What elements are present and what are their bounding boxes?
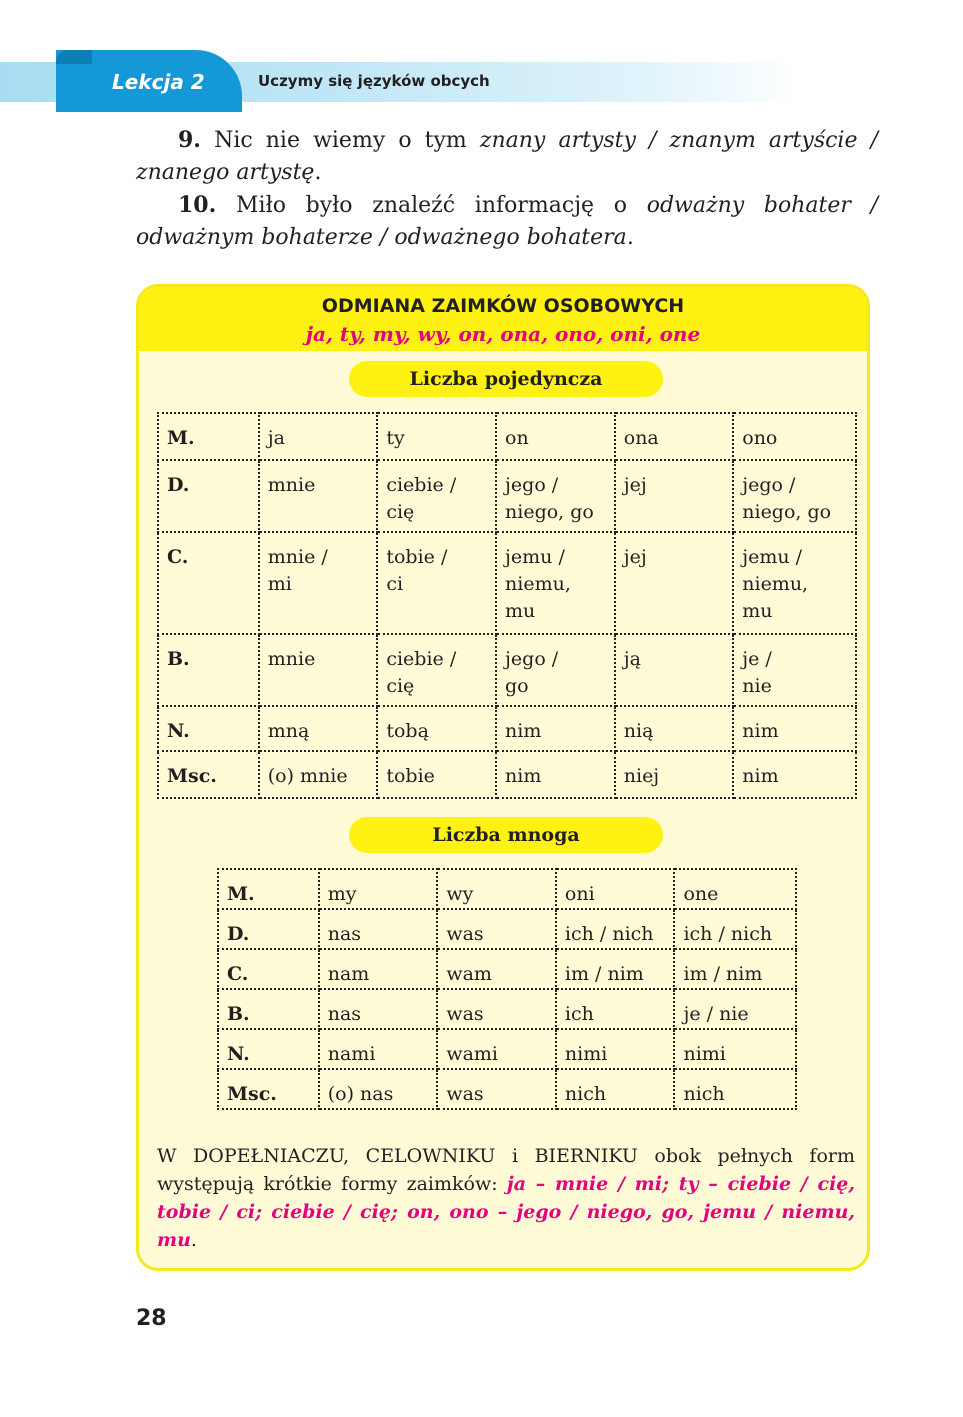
exercise-ending: . bbox=[314, 160, 322, 185]
cell-text: D. bbox=[227, 923, 250, 945]
pronoun-form bbox=[733, 413, 856, 460]
case-label bbox=[158, 532, 259, 634]
cell-text: ciebie / bbox=[386, 474, 457, 496]
pronoun-form bbox=[556, 1029, 675, 1069]
plural-row bbox=[218, 989, 796, 1029]
plural-row bbox=[218, 949, 796, 989]
cell-text: B. bbox=[227, 1003, 250, 1025]
cell-text: jego / bbox=[505, 474, 559, 496]
exercise-9 bbox=[136, 124, 878, 189]
cell-text: mną bbox=[267, 720, 310, 742]
case-label bbox=[158, 634, 259, 706]
exercise-10 bbox=[136, 189, 878, 254]
cell-text: niemu, bbox=[505, 573, 571, 595]
cell-text: M. bbox=[167, 427, 195, 449]
pronoun-form bbox=[319, 949, 438, 989]
cell-text: my bbox=[327, 883, 357, 905]
cell-text: nie bbox=[742, 675, 772, 697]
pronoun-form bbox=[556, 869, 675, 909]
note bbox=[157, 1142, 855, 1254]
cell-text: niego, go bbox=[505, 501, 594, 523]
cell-text: wy bbox=[446, 883, 474, 905]
cell-text: ich / nich bbox=[564, 923, 654, 945]
case-label bbox=[158, 460, 259, 532]
pronoun-form bbox=[437, 1029, 556, 1069]
pronoun-form bbox=[674, 909, 796, 949]
pronoun-form bbox=[377, 460, 496, 532]
pronoun-form bbox=[615, 532, 734, 634]
cell-text: tobie bbox=[386, 765, 435, 787]
box-title: ODMIANA ZAIMKÓW OSOBOWYCH bbox=[321, 295, 685, 317]
plural-row bbox=[218, 1069, 796, 1109]
plural-table bbox=[217, 868, 797, 1110]
case-label bbox=[218, 1069, 319, 1109]
cell-text: B. bbox=[167, 648, 190, 670]
cell-text: jej bbox=[623, 546, 647, 568]
box-subtitle: ja, ty, my, wy, on, ona, ono, oni, one bbox=[305, 322, 701, 346]
cell-text: ona bbox=[623, 427, 659, 449]
pronoun-form bbox=[674, 1029, 796, 1069]
cell-text: cię bbox=[386, 675, 415, 697]
pronoun-form bbox=[496, 532, 615, 634]
pronoun-form bbox=[259, 532, 378, 634]
cell-text: (o) mnie bbox=[267, 765, 348, 787]
pronoun-form bbox=[259, 751, 378, 798]
pronoun-form bbox=[259, 413, 378, 460]
pronoun-form bbox=[496, 706, 615, 751]
pronoun-form bbox=[556, 909, 675, 949]
pronoun-form bbox=[259, 634, 378, 706]
cell-text: mi bbox=[267, 573, 292, 595]
pronoun-form bbox=[674, 949, 796, 989]
pronoun-form bbox=[733, 634, 856, 706]
cell-text: Msc. bbox=[167, 765, 217, 787]
pronoun-form bbox=[556, 1069, 675, 1109]
cell-text: mnie bbox=[267, 648, 316, 670]
cell-text: was bbox=[446, 1003, 484, 1025]
plural-heading: Liczba mnoga bbox=[349, 817, 663, 853]
pronoun-form bbox=[615, 460, 734, 532]
pronoun-form bbox=[733, 460, 856, 532]
exercise-text: Miło było znaleźć informację o bbox=[236, 193, 627, 218]
pronoun-form bbox=[319, 989, 438, 1029]
cell-text: nas bbox=[327, 923, 362, 945]
cell-text: nim bbox=[742, 765, 779, 787]
cell-text: M. bbox=[227, 883, 255, 905]
exercise-options: znany artysty / znanym artyście / znanego artystę bbox=[136, 128, 878, 185]
cell-text: nim bbox=[505, 720, 542, 742]
pronoun-form bbox=[437, 949, 556, 989]
grammar-box bbox=[136, 284, 870, 1271]
pronoun-form bbox=[556, 989, 675, 1029]
cell-text: niego, go bbox=[742, 501, 832, 523]
exercise-number: 9. bbox=[178, 127, 201, 153]
cell-text: nich bbox=[564, 1083, 607, 1105]
cell-text: je / bbox=[742, 648, 772, 670]
cell-text: wami bbox=[446, 1043, 498, 1065]
pronoun-form bbox=[615, 751, 734, 798]
case-label bbox=[218, 949, 319, 989]
cell-text: ja bbox=[267, 427, 285, 449]
cell-text: oni bbox=[564, 883, 595, 905]
pronoun-form bbox=[377, 751, 496, 798]
pronoun-form bbox=[437, 909, 556, 949]
singular-row bbox=[158, 413, 856, 460]
pronoun-form bbox=[319, 909, 438, 949]
cell-text: C. bbox=[227, 963, 249, 985]
cell-text: (o) nas bbox=[327, 1083, 394, 1105]
cell-text: nimi bbox=[564, 1043, 608, 1065]
cell-text: ciebie / bbox=[386, 648, 457, 670]
cell-text: nich bbox=[683, 1083, 725, 1105]
cell-text: niej bbox=[623, 765, 660, 787]
cell-text: jemu / bbox=[505, 546, 565, 568]
cell-text: jemu / bbox=[742, 546, 803, 568]
note-text: W DOPEŁNIACZU, CELOWNIKU i BIERNIKU obok pełnych form występują krótkie formy zaimków: bbox=[157, 1145, 855, 1195]
cell-text: mnie / bbox=[267, 546, 328, 568]
pronoun-form bbox=[377, 413, 496, 460]
cell-text: jego / bbox=[742, 474, 796, 496]
cell-text: je / nie bbox=[683, 1003, 749, 1025]
pronoun-form bbox=[615, 634, 734, 706]
pronoun-form bbox=[496, 460, 615, 532]
pronoun-form bbox=[674, 869, 796, 909]
cell-text: on bbox=[505, 427, 529, 449]
exercise-ending: . bbox=[626, 225, 634, 250]
cell-text: niemu, bbox=[742, 573, 809, 595]
pronoun-form bbox=[377, 532, 496, 634]
cell-text: im / nim bbox=[683, 963, 763, 985]
case-label bbox=[218, 1029, 319, 1069]
plural-row bbox=[218, 1029, 796, 1069]
cell-text: wam bbox=[446, 963, 492, 985]
cell-text: D. bbox=[167, 474, 190, 496]
pronoun-form bbox=[259, 460, 378, 532]
pronoun-form bbox=[733, 706, 856, 751]
pronoun-form bbox=[733, 751, 856, 798]
cell-text: ich bbox=[564, 1003, 594, 1025]
cell-text: tobą bbox=[386, 720, 429, 742]
pronoun-form bbox=[733, 532, 856, 634]
cell-text: im / nim bbox=[564, 963, 644, 985]
lesson-title: Uczymy się języków obcych bbox=[258, 72, 490, 90]
pronoun-form bbox=[615, 413, 734, 460]
cell-text: ty bbox=[386, 427, 405, 449]
case-label bbox=[158, 751, 259, 798]
lesson-tab-decoration bbox=[56, 50, 92, 64]
pronoun-form bbox=[319, 1029, 438, 1069]
singular-row bbox=[158, 460, 856, 532]
singular-row bbox=[158, 634, 856, 706]
cell-text: nas bbox=[327, 1003, 362, 1025]
page-number: 28 bbox=[136, 1306, 167, 1331]
cell-text: nami bbox=[327, 1043, 376, 1065]
cell-text: N. bbox=[167, 720, 190, 742]
cell-text: was bbox=[446, 1083, 484, 1105]
pronoun-form bbox=[319, 1069, 438, 1109]
pronoun-form bbox=[259, 706, 378, 751]
singular-row bbox=[158, 532, 856, 634]
cell-text: ci bbox=[386, 573, 404, 595]
cell-text: jego / bbox=[505, 648, 559, 670]
case-label bbox=[158, 413, 259, 460]
cell-text: Msc. bbox=[227, 1083, 277, 1105]
cell-text: ich / nich bbox=[683, 923, 773, 945]
pronoun-form bbox=[496, 751, 615, 798]
pronoun-form bbox=[437, 1069, 556, 1109]
cell-text: nim bbox=[742, 720, 779, 742]
singular-table bbox=[157, 412, 857, 799]
case-label bbox=[158, 706, 259, 751]
cell-text: N. bbox=[227, 1043, 250, 1065]
cell-text: nią bbox=[623, 720, 654, 742]
cell-text: nimi bbox=[683, 1043, 726, 1065]
cell-text: tobie / bbox=[386, 546, 448, 568]
cell-text: one bbox=[683, 883, 719, 905]
pronoun-form bbox=[496, 634, 615, 706]
cell-text: ono bbox=[742, 427, 778, 449]
cell-text: was bbox=[446, 923, 484, 945]
singular-row bbox=[158, 706, 856, 751]
pronoun-form bbox=[674, 1069, 796, 1109]
exercise-number: 10. bbox=[178, 192, 217, 218]
note-highlight: ja – mnie / mi; ty – ciebie / cię, tobie / ci; ciebie / cię; on, ono – jego / niego, go, jemu / niemu, mu bbox=[157, 1173, 855, 1251]
cell-text: mu bbox=[505, 600, 536, 622]
exercise-text: Nic nie wiemy o tym bbox=[214, 128, 467, 153]
singular-heading: Liczba pojedyncza bbox=[349, 361, 663, 397]
case-label bbox=[218, 989, 319, 1029]
plural-row bbox=[218, 869, 796, 909]
pronoun-form bbox=[615, 706, 734, 751]
cell-text: C. bbox=[167, 546, 189, 568]
cell-text: go bbox=[505, 675, 529, 697]
pronoun-form bbox=[437, 869, 556, 909]
pronoun-form bbox=[674, 989, 796, 1029]
pronoun-form bbox=[319, 869, 438, 909]
cell-text: mu bbox=[742, 600, 773, 622]
cell-text: ją bbox=[623, 648, 641, 670]
pronoun-form bbox=[377, 634, 496, 706]
pronoun-form bbox=[377, 706, 496, 751]
pronoun-form bbox=[556, 949, 675, 989]
pronoun-form bbox=[437, 989, 556, 1029]
lesson-label: Lekcja 2 bbox=[112, 70, 205, 94]
singular-row bbox=[158, 751, 856, 798]
cell-text: jej bbox=[623, 474, 647, 496]
exercise-options: odważny bohater / odważnym bohaterze / odważnego bohatera bbox=[136, 193, 879, 250]
box-header bbox=[139, 287, 867, 351]
cell-text: nim bbox=[505, 765, 542, 787]
cell-text: nam bbox=[327, 963, 370, 985]
case-label bbox=[218, 909, 319, 949]
case-label bbox=[218, 869, 319, 909]
cell-text: mnie bbox=[267, 474, 316, 496]
plural-row bbox=[218, 909, 796, 949]
pronoun-form bbox=[496, 413, 615, 460]
cell-text: cię bbox=[386, 501, 415, 523]
note-ending: . bbox=[190, 1229, 197, 1251]
